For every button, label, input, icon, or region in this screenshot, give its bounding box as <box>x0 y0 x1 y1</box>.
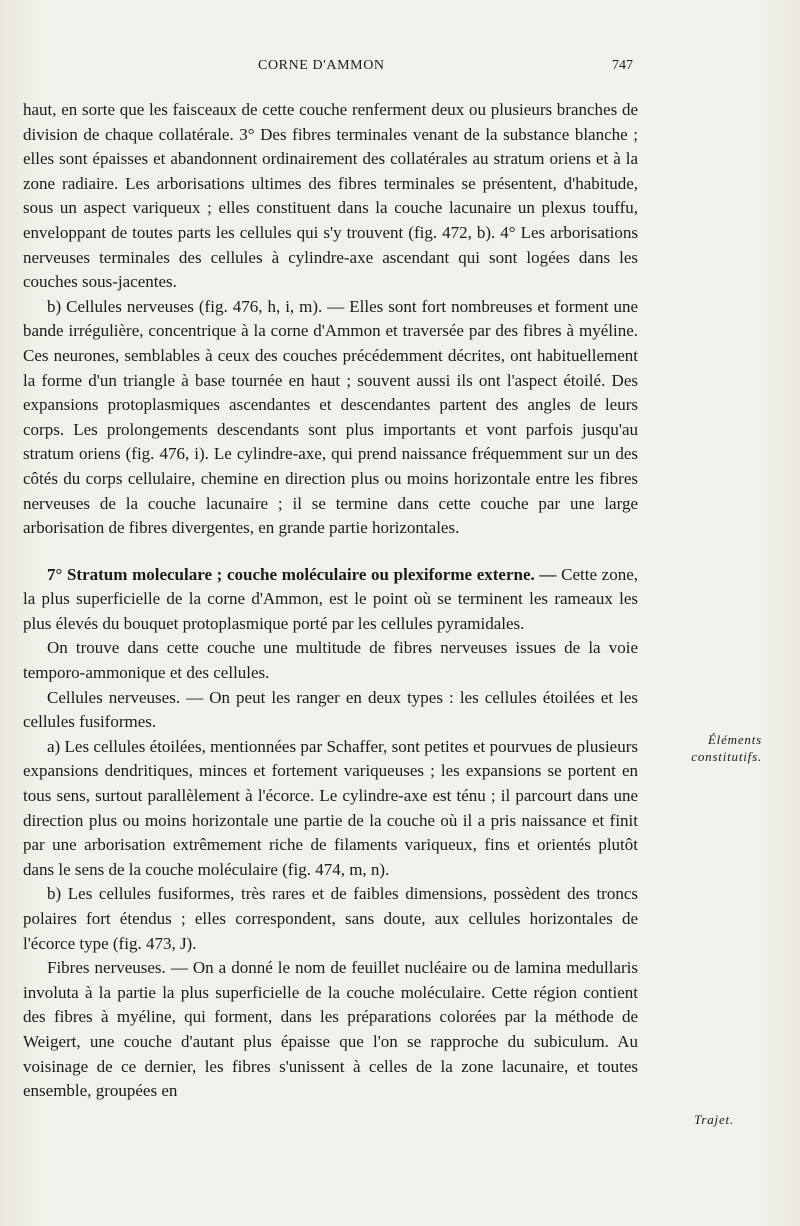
paragraph-stratum-moleculare <box>23 563 638 637</box>
paragraph-fibres-issues: On trouve dans cette couche une multitude de fibres nerveuses issues de la voie temporo-ammonique et des cellules. <box>23 638 638 683</box>
paragraph-fibres-nerveuses: Fibres nerveuses. — On a donné le nom de feuillet nucléaire ou de lamina medullaris involuta à la partie la plus superficielle de la couche moléculaire. Cette région contient des fibres à myéline, qui forment, dans les préparations colorées par la méthode de Weigert, une couche d'autant plus épaisse que l'on se rapproche du subiculum. Au voisinage de ce dernier, les fibres s'unissent à celles de la zone lacunaire, et toutes ensemble, groupées en <box>23 958 638 1101</box>
paragraph-cellules-nerveuses-b: b) Cellules nerveuses (fig. 476, h, i, m). — Elles sont fort nombreuses et forment une bande irrégulière, concentrique à la corne d'Ammon et traversée par des fibres à myéline. Ces neurones, semblables à ceux des couches précédemment décrites, ont habituellement la forme d'un triangle à base tournée en haut ; souvent aussi ils ont l'aspect étoilé. Des expansions protoplasmiques ascendantes et descendantes partent des angles de leurs corps. Les prolongements descendants sont plus importants et vont parfois jusqu'au stratum oriens (fig. 476, i). Le cylindre-axe, qui prend naissance fréquemment sur un des côtés du corps cellulaire, chemine en direction plus ou moins horizontale entre les fibres nerveuses de la couche lacunaire ; il se termine dans cette couche par une large arborisation de fibres divergentes, en grande partie horizontales. <box>23 296 638 538</box>
section-heading-stratum-moleculare: 7° Stratum moleculare ; couche moléculaire ou plexiforme externe. — <box>47 564 557 584</box>
paragraph-fibres-terminales: haut, en sorte que les faisceaux de cette couche renferment deux ou plusieurs branches de division de chaque collatérale. 3° Des fibres terminales venant de la substance blanche ; elles sont épaisses et abandonnent ordinairement des collatérales au stratum oriens et à la zone radiaire. Les arborisations ultimes des fibres terminales se présentent, d'habitude, sous un aspect variqueux ; elles constituent dans la couche lacunaire un plexus touffu, enveloppant de toutes parts les cellules qui s'y trouvent (fig. 472, b). 4° Les arborisations nerveuses terminales des cellules à cylindre-axe ascendant qui sont logées dans les couches sous-jacentes. <box>23 100 638 292</box>
margin-note-elements-constitutifs <box>650 731 762 765</box>
paragraph-cellules-types: Cellules nerveuses. — On peut les ranger en deux types : les cellules étoilées et les cellules fusiformes. <box>23 687 638 732</box>
paragraph-cellules-fusiformes: b) Les cellules fusiformes, très rares et de faibles dimensions, possèdent des troncs polaires fort étendus ; elles correspondent, sans doute, aux cellules horizontales de l'écorce type (fig. 473, J). <box>23 884 638 953</box>
page-header <box>0 58 800 78</box>
page-number: 747 <box>612 58 633 73</box>
body-text <box>23 98 638 1104</box>
margin-note-trajet: Trajet. <box>694 1112 734 1127</box>
paragraph-cellules-etoilees: a) Les cellules étoilées, mentionnées par Schaffer, sont petites et pourvues de plusieurs expansions dendritiques, minces et fortement variqueuses ; les expansions se portent en tous sens, surtout parallèlement à l'écorce. Le cylindre-axe est ténu ; il parcourt dans une direction plus ou moins horizontale une partie de la couche où il a pris naissance et finit par une arborisation extrêmement riche de filaments variqueux, fins et orientés plutôt dans le sens de la couche moléculaire (fig. 474, m, n). <box>23 736 638 879</box>
running-head: CORNE D'AMMON <box>258 58 385 73</box>
margin-note-line-2: constitutifs. <box>691 749 762 764</box>
section-intro-text: Cette zone, la plus superficielle de la corne d'Ammon, est le point où se terminent les rameaux les plus élevés du bouquet protoplasmique porté par les cellules pyramidales. <box>23 564 638 633</box>
margin-note-line-1: Éléments <box>707 732 762 747</box>
